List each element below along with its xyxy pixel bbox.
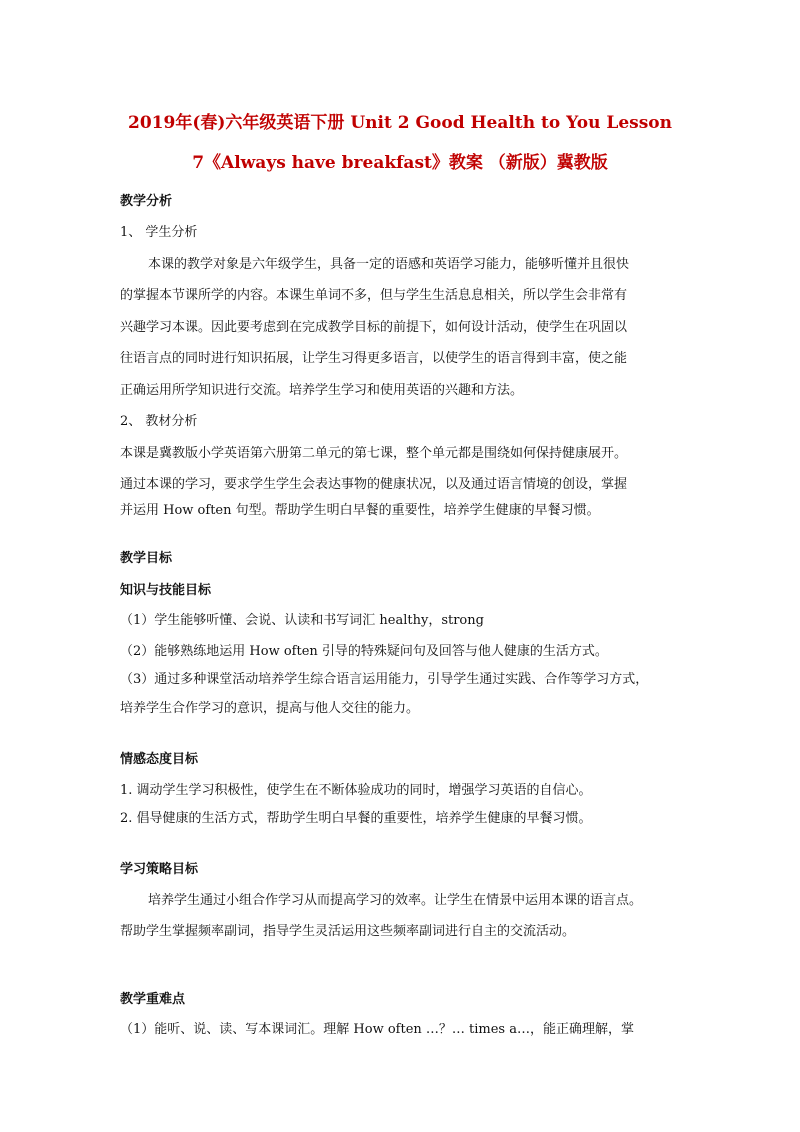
subheading-strategy-goals: 学习策略目标 bbox=[120, 862, 199, 877]
paragraph-line: 培养学生通过小组合作学习从而提高学习的效率。让学生在情景中运用本课的语言点。 bbox=[148, 893, 643, 908]
list-item: （1）能听、说、读、写本课词汇。理解 How often …？… times a…，能正确理解，掌 bbox=[120, 1022, 634, 1037]
paragraph-line: 的掌握本节课所学的内容。本课生单词不多，但与学生生活息息相关，所以学生会非常有 bbox=[120, 288, 628, 303]
list-item: （1）学生能够听懂、会说、认读和书写词汇 healthy，strong bbox=[120, 613, 484, 628]
document-title-line-1: 2019年(春)六年级英语下册 Unit 2 Good Health to You Lesson bbox=[128, 113, 672, 133]
subheading-emotion-goals: 情感态度目标 bbox=[120, 752, 199, 767]
paragraph-line: 帮助学生掌握频率副词，指导学生灵活运用这些频率副词进行自主的交流活动。 bbox=[120, 924, 576, 939]
paragraph-line: 通过本课的学习，要求学生学生会表达事物的健康状况，以及通过语言情境的创设，掌握 bbox=[120, 477, 628, 492]
paragraph-line: 往语言点的同时进行知识拓展，让学生习得更多语言，以使学生的语言得到丰富，使之能 bbox=[120, 351, 628, 366]
subheading-material-analysis: 2、 教材分析 bbox=[120, 414, 198, 429]
paragraph-line: 兴趣学习本课。因此要考虑到在完成教学目标的前提下，如何设计活动，使学生在巩固以 bbox=[120, 320, 628, 335]
list-item: （2）能够熟练地运用 How often 引导的特殊疑问句及回答与他人健康的生活方式。 bbox=[120, 644, 608, 659]
section-heading-key-points: 教学重难点 bbox=[120, 992, 186, 1007]
list-item: （3）通过多种课堂活动培养学生综合语言运用能力，引导学生通过实践、合作等学习方式， bbox=[120, 672, 649, 687]
list-item: 2. 倡导健康的生活方式，帮助学生明白早餐的重要性，培养学生健康的早餐习惯。 bbox=[120, 811, 592, 826]
section-heading-goals: 教学目标 bbox=[120, 551, 173, 566]
subheading-knowledge-goals: 知识与技能目标 bbox=[120, 583, 212, 598]
document-title-line-2: 7《Always have breakfast》教案 （新版）冀教版 bbox=[192, 153, 608, 173]
paragraph-line: 本课的教学对象是六年级学生，具备一定的语感和英语学习能力，能够听懂并且很快 bbox=[148, 257, 630, 272]
section-heading-analysis: 教学分析 bbox=[120, 194, 173, 209]
list-item: 培养学生合作学习的意识，提高与他人交往的能力。 bbox=[120, 701, 420, 716]
paragraph-line: 并运用 How often 句型。帮助学生明白早餐的重要性，培养学生健康的早餐习惯。 bbox=[120, 503, 600, 518]
list-item: 1. 调动学生学习积极性，使学生在不断体验成功的同时，增强学习英语的自信心。 bbox=[120, 783, 592, 798]
paragraph-line: 正确运用所学知识进行交流。培养学生学习和使用英语的兴趣和方法。 bbox=[120, 383, 524, 398]
paragraph-line: 本课是冀教版小学英语第六册第二单元的第七课，整个单元都是围绕如何保持健康展开。 bbox=[120, 446, 628, 461]
subheading-student-analysis: 1、 学生分析 bbox=[120, 225, 198, 240]
